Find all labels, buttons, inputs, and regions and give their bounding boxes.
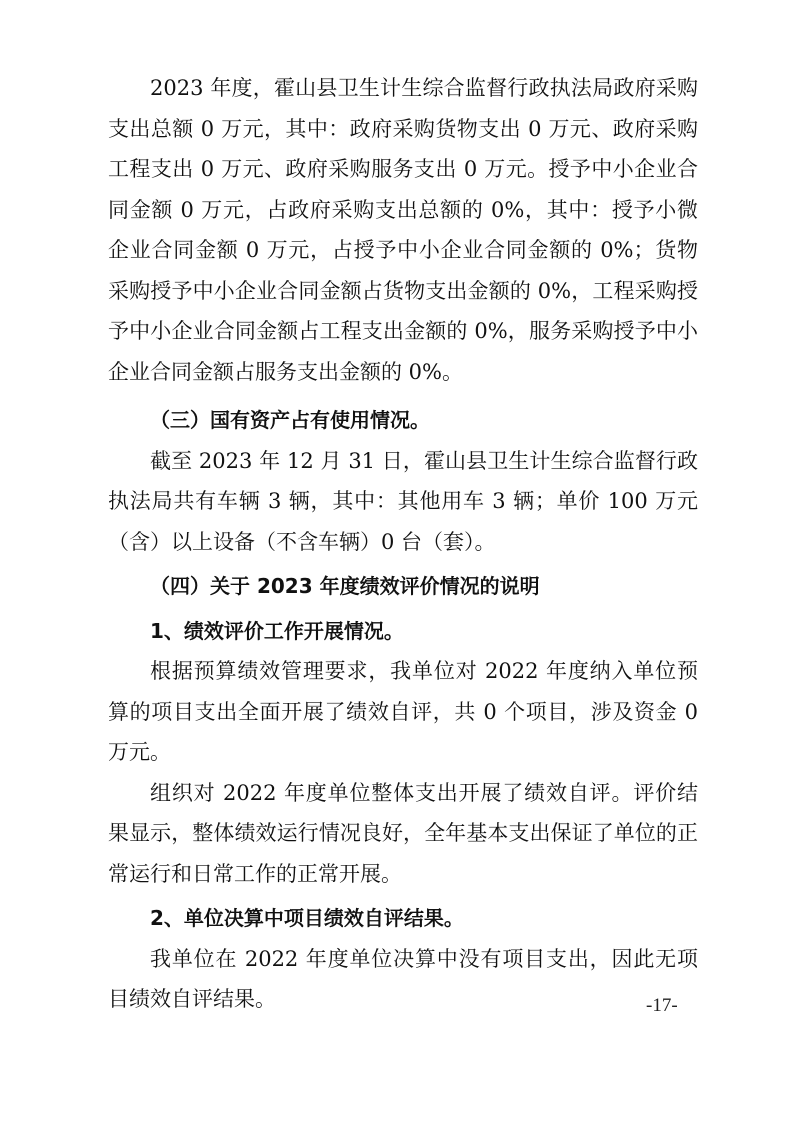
paragraph-overall-self-evaluation: 组织对 2022 年度单位整体支出开展了绩效自评。评价结果显示，整体绩效运行情况良好，全年基本支出保证了单位的正常运行和日常工作的正常开展。 bbox=[108, 780, 698, 886]
document-body bbox=[108, 68, 698, 1020]
subheading-evaluation-work: 1、绩效评价工作开展情况。 bbox=[150, 618, 404, 643]
paragraph-vehicles: 截至 2023 年 12 月 31 日，霍山县卫生计生综合监督行政执法局共有车辆 3 辆，其中：其他用车 3 辆；单价 100 万元（含）以上设备（不含车辆）0 台（套）。 bbox=[108, 448, 698, 554]
paragraph-procurement: 2023 年度，霍山县卫生计生综合监督行政执法局政府采购支出总额 0 万元，其中：政府采购货物支出 0 万元、政府采购工程支出 0 万元、政府采购服务支出 0 万元。授予中小企业合同金额 0 万元，占政府采购支出总额的 0%，其中：授予小微企业合同金额 0 万元，占授予中小企业合同金额的 0%；货物采购授予中小企业合同金额占货物支出金额的 0%，工程采购授予中小企业合同金额占工程支出金额的 0%，服务采购授予中小企业合同金额占服务支出金额的 0%。 bbox=[108, 76, 698, 384]
paragraph-no-projects: 我单位在 2022 年度单位决算中没有项目支出，因此无项目绩效自评结果。 bbox=[108, 946, 698, 1011]
section-heading-state-assets: （三）国有资产占有使用情况。 bbox=[150, 408, 430, 432]
page-number: -17- bbox=[646, 995, 678, 1016]
paragraph-project-self-evaluation: 根据预算绩效管理要求，我单位对 2022 年度纳入单位预算的项目支出全面开展了绩效自评，共 0 个项目，涉及资金 0 万元。 bbox=[108, 659, 698, 764]
subheading-project-results: 2、单位决算中项目绩效自评结果。 bbox=[150, 906, 464, 930]
section-heading-performance-evaluation: （四）关于 2023 年度绩效评价情况的说明 bbox=[150, 574, 540, 598]
